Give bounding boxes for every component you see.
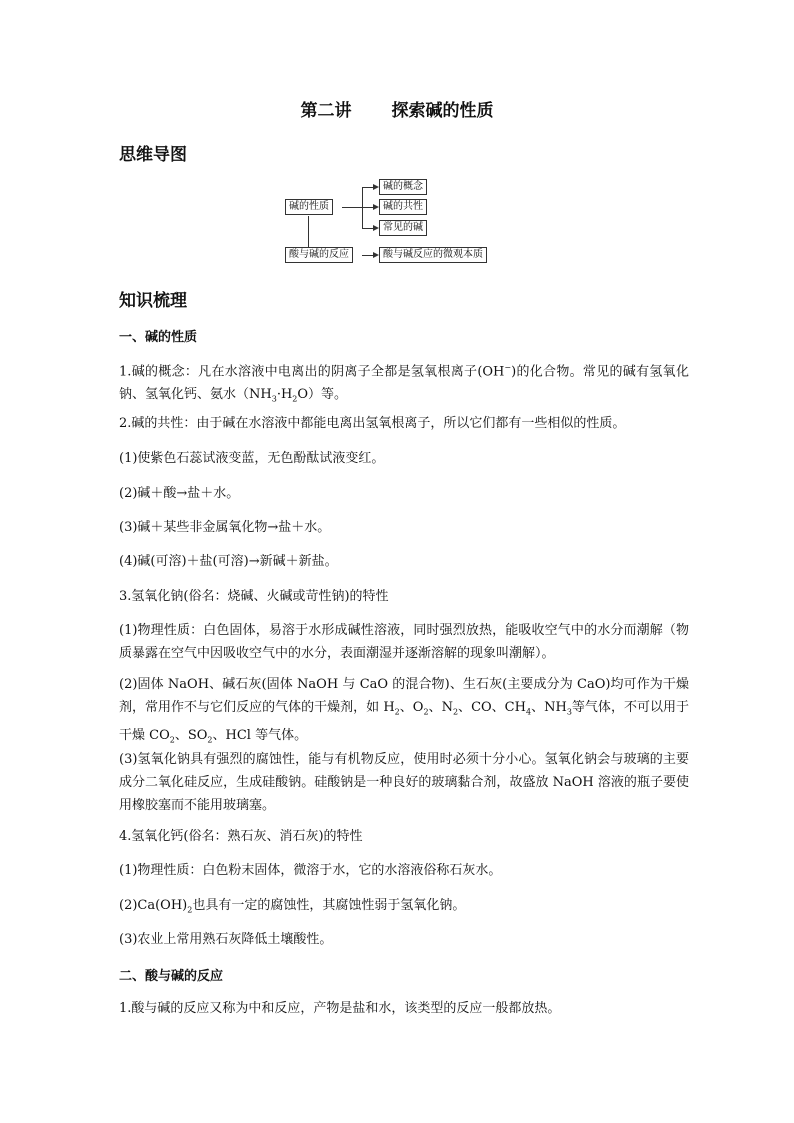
mindmap-second-branch-box: 酸与碱反应的微观本质 xyxy=(379,247,487,263)
text-span: 、CO、CH xyxy=(458,700,526,715)
connector-line xyxy=(342,207,362,208)
subscript: 3 xyxy=(566,707,572,717)
text-span: (2)固体 NaOH、碱石灰(固体 NaOH 与 CaO 的混合物)、生石灰(主要成分为 CaO)均可作为干燥剂，常用作不与它们反应的气体的干燥剂，如 H xyxy=(119,677,689,715)
paragraph: (4)碱(可溶)＋盐(可溶)→新碱＋新盐。 xyxy=(119,554,338,569)
subscript: 4 xyxy=(525,707,532,717)
text-span: ·H xyxy=(276,387,293,403)
subscript: 2 xyxy=(423,707,429,717)
paragraph: (1)使紫色石蕊试液变蓝，无色酚酞试液变红。 xyxy=(119,451,385,466)
text-span: 1.碱的概念：凡在水溶液中电离出的阴离子全都是氢氧根离子(OH xyxy=(119,364,505,380)
mindmap-branch-box: 常见的碱 xyxy=(379,220,427,236)
text-span: 也具有一定的腐蚀性，其腐蚀性弱于氢氧化钠。 xyxy=(192,898,466,913)
subscript: 2 xyxy=(292,394,298,404)
mind-map-diagram xyxy=(282,176,502,268)
paragraph: (2)碱＋酸→盐＋水。 xyxy=(119,486,240,501)
section-heading: 二、酸与碱的反应 xyxy=(119,969,224,984)
paragraph: 2.碱的共性：由于碱在水溶液中都能电离出氢氧根离子，所以它们都有一些相似的性质。 xyxy=(119,416,626,431)
paragraph: (1)物理性质：白色固体，易溶于水形成碱性溶液，同时强烈放热，能吸收空气中的水分而潮解（物质暴露在空气中因吸收空气中的水分，表面潮湿并逐渐溶解的现象叫潮解）。 xyxy=(119,623,689,661)
paragraph: (1)物理性质：白色粉末固体，微溶于水，它的水溶液俗称石灰水。 xyxy=(119,863,502,878)
lesson-title xyxy=(0,96,794,121)
paragraph xyxy=(119,894,689,922)
text-span: 、HCl 等气体。 xyxy=(212,727,308,743)
superscript: − xyxy=(504,363,512,372)
paragraph: 4.氢氧化钙(俗名：熟石灰、消石灰)的特性 xyxy=(119,829,363,844)
section-heading: 一、碱的性质 xyxy=(119,330,198,345)
connector-line xyxy=(308,216,309,248)
subscript: 2 xyxy=(394,707,400,717)
subscript: 2 xyxy=(452,707,459,717)
subscript: 2 xyxy=(187,905,193,915)
paragraph xyxy=(119,356,689,411)
mindmap-heading: 思维导图 xyxy=(119,145,187,165)
paragraph: (3)碱＋某些非金属氧化物→盐＋水。 xyxy=(119,520,331,535)
paragraph: (3)农业上常用熟石灰降低土壤酸性。 xyxy=(119,932,333,947)
text-span: O）等。 xyxy=(297,387,348,403)
mindmap-branch-box: 碱的概念 xyxy=(379,179,427,195)
mindmap-branch-box: 碱的共性 xyxy=(379,199,427,215)
paragraph xyxy=(119,673,689,751)
text-span: 等气体，不可以用于干燥 CO xyxy=(119,700,689,743)
lesson-topic: 探索碱的性质 xyxy=(391,101,494,121)
paragraph: (3)氢氧化钠具有强烈的腐蚀性，能与有机物反应，使用时必须十分小心。氢氧化钠会与玻璃的主要成分二氧化硅反应，生成硅酸钠。硅酸钠是一种良好的玻璃黏合剂，故盛放 NaOH 溶液的瓶子要使用橡胶塞而不能用玻璃塞。 xyxy=(119,752,689,813)
text-span: 、N xyxy=(428,700,453,715)
knowledge-heading: 知识梳理 xyxy=(119,291,187,311)
subscript: 3 xyxy=(271,394,277,404)
text-span: 、NH xyxy=(531,700,567,715)
text-span: (2)Ca(OH) xyxy=(119,898,188,913)
subscript: 2 xyxy=(207,735,213,745)
mindmap-second-root-box: 酸与碱的反应 xyxy=(285,247,353,263)
text-span: )的化合物。常见的碱有氢氧化钠、氢氧化钙、氨水（NH xyxy=(119,364,689,403)
paragraph: 3.氢氧化钠(俗名：烧碱、火碱或苛性钠)的特性 xyxy=(119,589,389,604)
text-span: 、SO xyxy=(174,727,208,743)
lesson-number: 第二讲 xyxy=(300,101,352,121)
paragraph: 1.酸与碱的反应又称为中和反应，产物是盐和水，该类型的反应一般都放热。 xyxy=(119,1001,561,1016)
text-span: 、O xyxy=(399,700,424,715)
mindmap-root-box: 碱的性质 xyxy=(285,199,333,215)
subscript: 2 xyxy=(169,735,175,745)
